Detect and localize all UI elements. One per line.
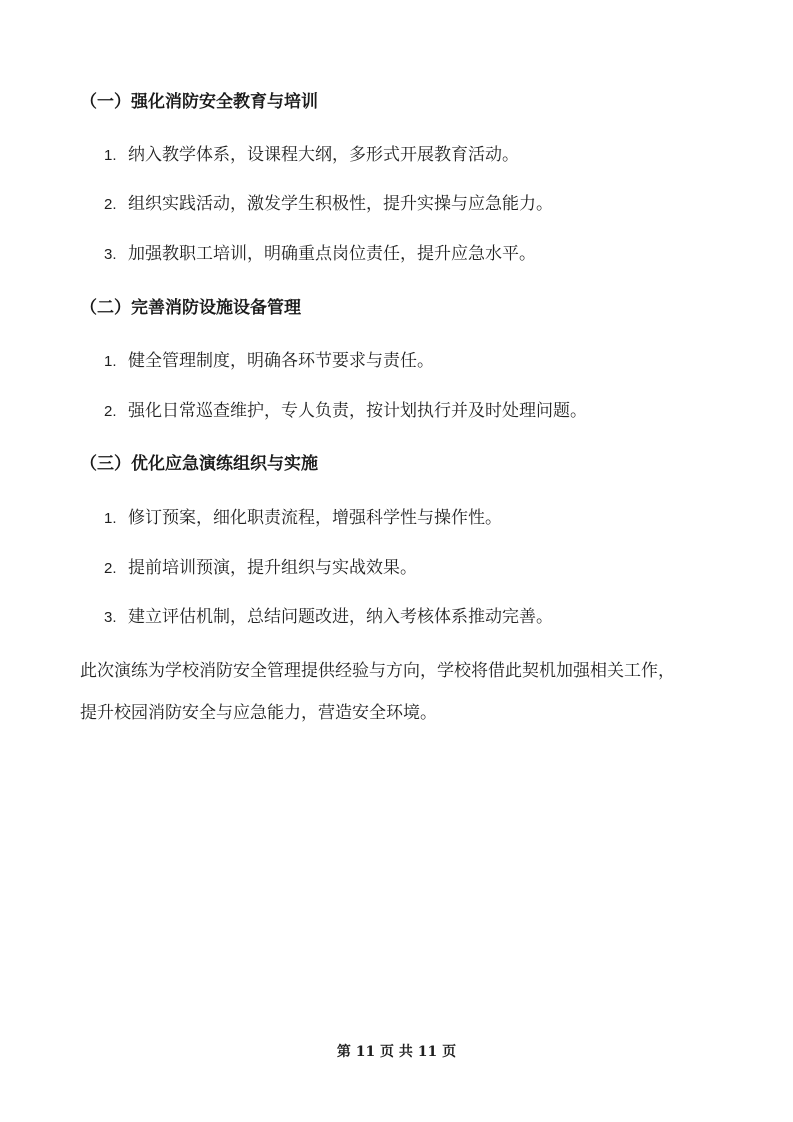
- list-item: [104, 606, 553, 629]
- list-item-text: 组织实践活动，激发学生积极性，提升实操与应急能力。: [128, 194, 553, 214]
- list-item: [104, 144, 519, 167]
- list-item: [104, 400, 587, 423]
- closing-paragraph-line-1: 此次演练为学校消防安全管理提供经验与方向，学校将借此契机加强相关工作，: [80, 661, 675, 681]
- list-item-text: 建立评估机制，总结问题改进，纳入考核体系推动完善。: [128, 607, 553, 627]
- list-number: 2.: [104, 403, 117, 420]
- list-item: [104, 243, 536, 266]
- list-item-text: 纳入教学体系，设课程大纲，多形式开展教育活动。: [128, 145, 519, 165]
- list-item-text: 修订预案，细化职责流程，增强科学性与操作性。: [128, 508, 502, 528]
- section-heading-1: （一）强化消防安全教育与培训: [80, 92, 318, 112]
- list-item-text: 加强教职工培训，明确重点岗位责任，提升应急水平。: [128, 244, 536, 264]
- list-item-text: 提前培训预演，提升组织与实战效果。: [128, 558, 417, 578]
- list-number: 1.: [104, 510, 117, 527]
- list-item: [104, 350, 434, 373]
- list-number: 2.: [104, 560, 117, 577]
- list-item: [104, 557, 417, 580]
- list-number: 3.: [104, 246, 117, 263]
- list-number: 1.: [104, 147, 117, 164]
- section-heading-2: （二）完善消防设施设备管理: [80, 298, 301, 318]
- list-number: 2.: [104, 196, 117, 213]
- list-item-text: 强化日常巡查维护，专人负责，按计划执行并及时处理问题。: [128, 401, 587, 421]
- list-item: [104, 507, 502, 530]
- list-number: 3.: [104, 609, 117, 626]
- list-item-text: 健全管理制度，明确各环节要求与责任。: [128, 351, 434, 371]
- list-item: [104, 193, 553, 216]
- section-heading-3: （三）优化应急演练组织与实施: [80, 454, 318, 474]
- closing-paragraph-line-2: 提升校园消防安全与应急能力，营造安全环境。: [80, 703, 437, 723]
- list-number: 1.: [104, 353, 117, 370]
- page-footer: 第 11 页 共 11 页: [336, 1044, 457, 1060]
